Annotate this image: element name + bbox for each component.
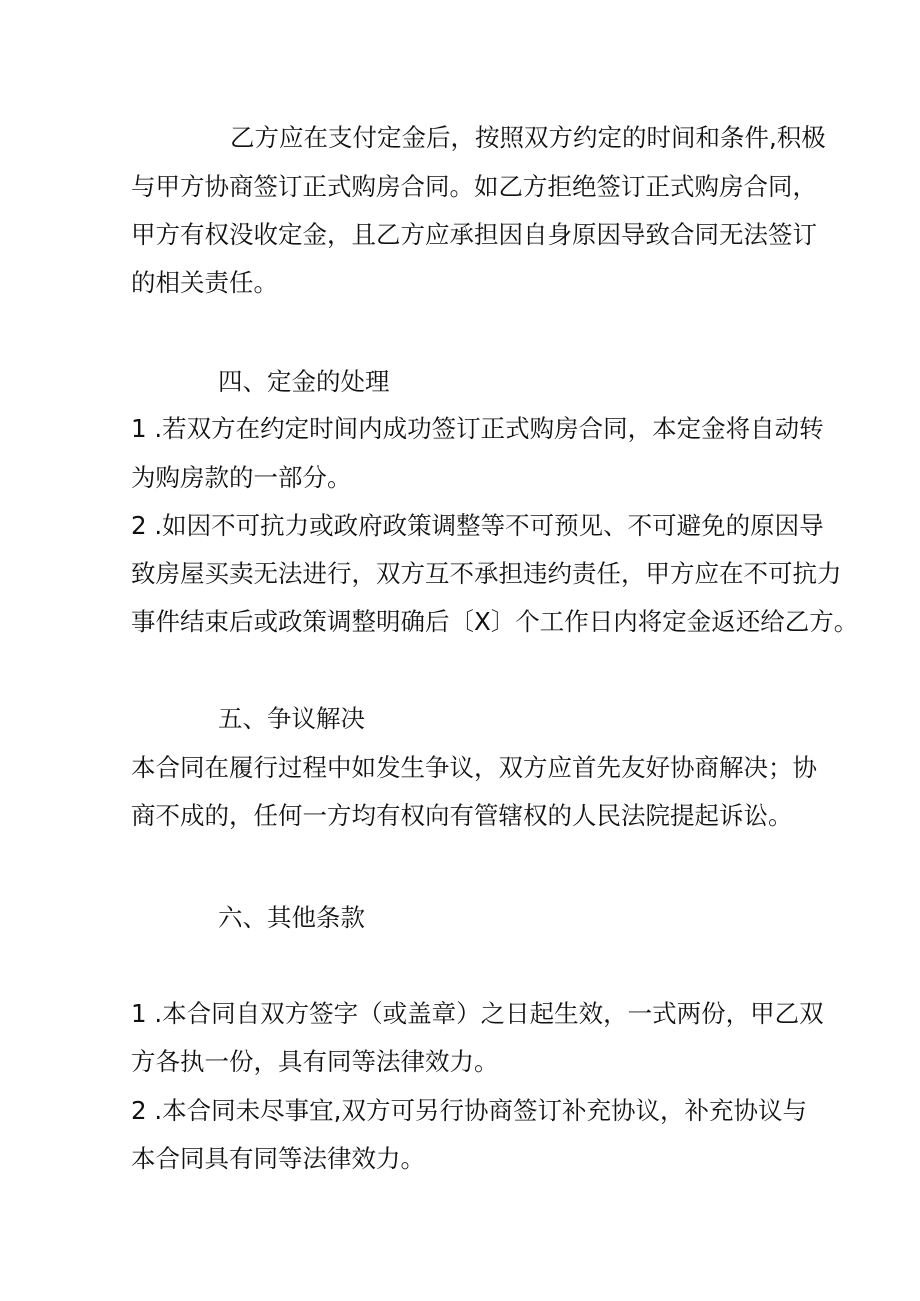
text-line: 的相关责任。 [131, 268, 278, 297]
text-line: 本合同具有同等法律效力。 [131, 1144, 425, 1173]
text-line: 2 .本合同未尽事宜,双方可另行协商签订补充协议，补充协议与 [131, 1096, 807, 1125]
text-line: 甲方有权没收定金，且乙方应承担因自身原因导致合同无法签订 [131, 220, 817, 249]
text-line: 方各执一份，具有同等法律效力。 [131, 1047, 499, 1076]
section-heading: 五、争议解决 [218, 704, 365, 733]
text-line: 本合同在履行过程中如发生争议，双方应首先友好协商解决；协 [131, 753, 817, 782]
text-line: 事件结束后或政策调整明确后〔X〕个工作日内将定金返还给乙方。 [131, 607, 859, 636]
text-line: 致房屋买卖无法进行，双方互不承担违约责任，甲方应在不可抗力 [131, 559, 842, 588]
text-line: 为购房款的一部分。 [131, 463, 352, 492]
text-line: 乙方应在支付定金后，按照双方约定的时间和条件,积极 [230, 123, 826, 152]
section-heading: 六、其他条款 [218, 903, 365, 932]
section-heading: 四、定金的处理 [218, 367, 390, 396]
text-line: 1 .若双方在约定时间内成功签订正式购房合同，本定金将自动转 [131, 414, 824, 443]
text-line: 商不成的，任何一方均有权向有管辖权的人民法院提起诉讼。 [131, 801, 793, 830]
text-line: 1 .本合同自双方签字（或盖章）之日起生效，一式两份，甲乙双 [131, 999, 824, 1028]
text-line: 2 .如因不可抗力或政府政策调整等不可预见、不可避免的原因导 [131, 511, 824, 540]
text-line: 与甲方协商签订正式购房合同。如乙方拒绝签订正式购房合同， [131, 172, 817, 201]
